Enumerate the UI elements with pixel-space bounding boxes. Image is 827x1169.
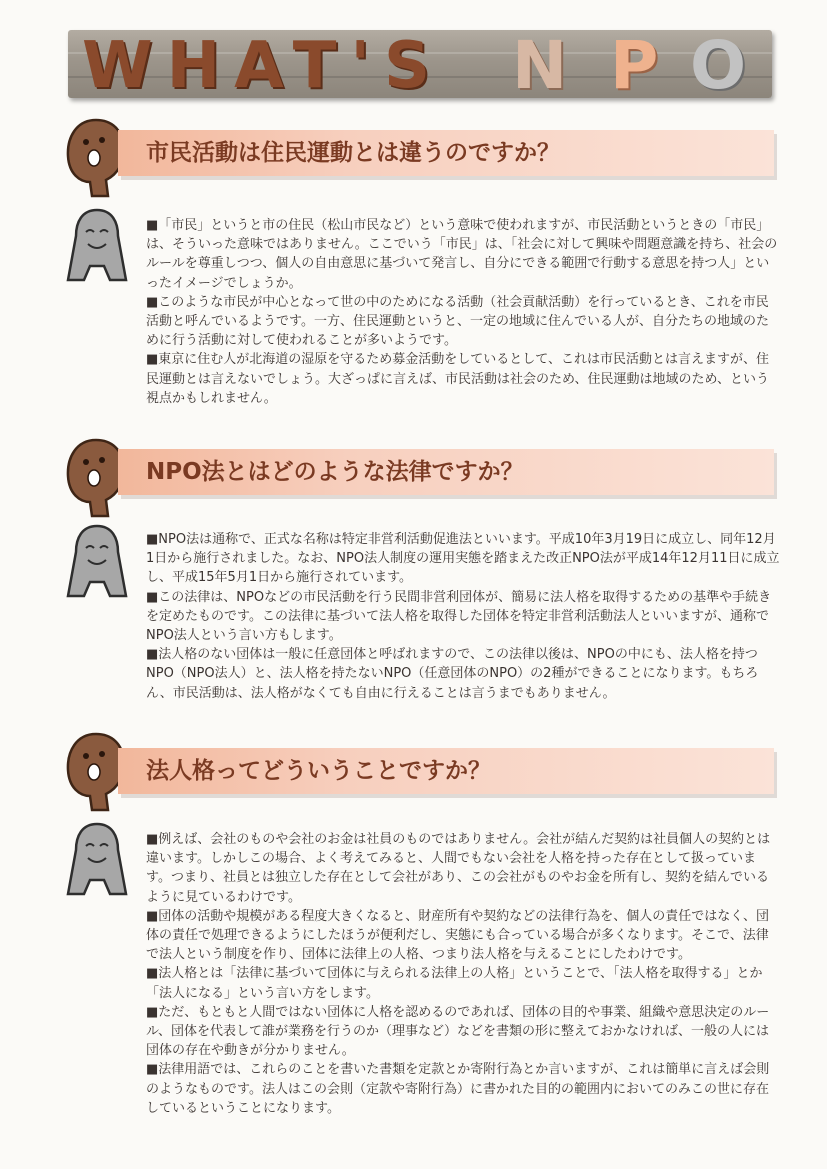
question-title: 法人格ってどういうことですか？ [146,758,491,784]
header-title: WHAT'S [82,29,445,103]
question-bar [118,130,774,176]
answer-paragraph: ■ 東京に住む人が北海道の湿原を守るため募金活動をしているとして、これは市民活動とは言えますが、住民運動とは言えないでしょう。大ざっぱに言えば、市民活動は社会のため、住民運動は地域のため、という視点かもしれません。 [146,350,780,408]
a-character-icon [64,206,130,284]
answer-block [146,216,780,408]
question-bar [118,449,774,495]
question-title: NPO法とはどのような法律ですか？ [146,459,524,485]
answer-paragraph: ■ 法人格のない団体は一般に任意団体と呼ばれますので、この法律以後は、NPOの中にも、法人格を持つNPO（NPO法人）と、法人格を持たないNPO（任意団体のNPO）の2種ができることになります。もちろん、市民活動は、法人格がなくても自由に行えることは言うまでもありません。 [146,645,780,703]
header-letter-p: P [610,27,659,104]
answer-paragraph: ■ 団体の活動や規模がある程度大きくなると、財産所有や契約などの法律行為を、個人の責任ではなく、団体の責任で処理できるようにしたほうが便利だし、実態にも合っている場合が多くなります。そこで、法律で法人という制度を作り、団体に法律上の人格、つまり法人格を与えることにしたわけです。 [146,907,780,965]
a-character-icon [64,522,130,600]
answer-block [146,530,780,703]
answer-paragraph: ■ この法律は、NPOなどの市民活動を行う民間非営利団体が、簡易に法人格を取得するための基準や手続きを定めたものです。この法律に基づいて法人格を取得した団体を特定非営利活動法人といいますが、通称でNPO法人という言い方もします。 [146,588,780,646]
header-letter-n: N [512,27,568,104]
answer-paragraph: ■ 法人格とは「法律に基づいて団体に与えられる法律上の人格」ということで、「法人格を取得する」とか「法人になる」という言い方をします。 [146,964,780,1002]
answer-paragraph: ■ 「市民」というと市の住民（松山市民など）という意味で使われますが、市民活動というときの「市民」は、そういった意味ではありません。ここでいう「市民」は、「社会に対して興味や問題意識を持ち、社会のルールを尊重しつつ、個人の自由意思に基づいて発言し、自分にできる範囲で行動する意思を持つ人」といったイメージでしょうか。 [146,216,780,293]
answer-paragraph: ■ このような市民が中心となって世の中のためになる活動（社会貢献活動）を行っているとき、これを市民活動と呼んでいるようです。一方、住民運動というと、一定の地域に住んでいる人が、自分たちの地域のために行う活動に対して使われることが多いようです。 [146,293,780,351]
answer-paragraph: ■ 例えば、会社のものや会社のお金は社員のものではありません。会社が結んだ契約は社員個人の契約とは違います。しかしこの場合、よく考えてみると、人間でもない会社を人格を持った存在として扱っています。つまり、社員とは独立した存在として会社があり、この会社がものやお金を所有し、契約を結んでいるように見ているわけです。 [146,830,780,907]
question-bar [118,748,774,794]
header-letter-o: O [690,27,747,104]
a-character-icon [64,820,130,898]
question-title: 市民活動は住民運動とは違うのですか？ [146,140,560,166]
answer-paragraph: ■ 法律用語では、これらのことを書いた書類を定款とか寄附行為とか言いますが、これは簡単に言えば会則のようなものです。法人はこの会則（定款や寄附行為）に書かれた目的の範囲内においてのみこの世に存在しているということになります。 [146,1060,780,1118]
answer-block [146,830,780,1118]
answer-paragraph: ■ NPO法は通称で、正式な名称は特定非営利活動促進法といいます。平成10年3月19日に成立し、同年12月1日から施行されました。なお、NPO法人制度の運用実態を踏まえた改正NPO法が平成14年12月11日に成立し、平成15年5月1日から施行されています。 [146,530,780,588]
answer-paragraph: ■ ただ、もともと人間ではない団体に人格を認めるのであれば、団体の目的や事業、組織や意思決定のルール、団体を代表して誰が業務を行うのか（理事など）などを書類の形に整えておかなければ、一般の人には団体の存在や動きが分かりません。 [146,1003,780,1061]
